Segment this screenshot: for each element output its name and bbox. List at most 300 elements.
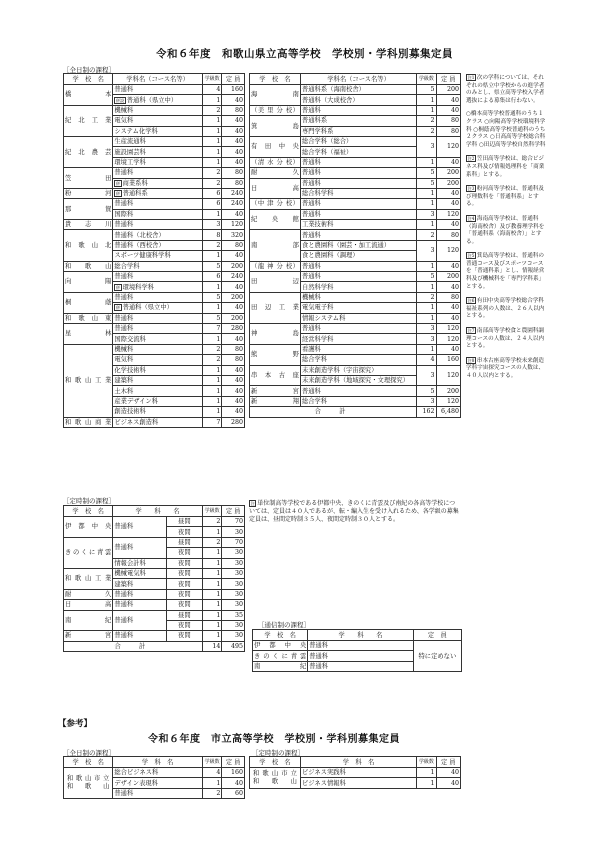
course-name bbox=[300, 95, 416, 105]
course-name bbox=[300, 251, 416, 261]
note-tag: 注4 bbox=[467, 215, 475, 221]
class-count: 1 bbox=[417, 157, 436, 167]
capacity: 30 bbox=[222, 548, 245, 558]
teiji-note bbox=[249, 500, 461, 524]
course-name bbox=[300, 303, 416, 313]
school-name: 和 歌 山 工 業 bbox=[64, 568, 113, 589]
table-row bbox=[250, 365, 461, 375]
header-classes: 学級数 bbox=[202, 757, 222, 768]
header-course: 学 科 名 bbox=[113, 506, 202, 517]
header-school: 学 校 名 bbox=[250, 74, 301, 85]
note-tag: 注6 bbox=[467, 298, 475, 304]
note-text: 粉河高等学校は、普通科及び理数科を「普通科系」とする。 bbox=[466, 186, 544, 208]
reference-label: 【参考】 bbox=[58, 719, 93, 729]
course-label: 総合学科 bbox=[301, 356, 328, 364]
course-name bbox=[113, 303, 202, 313]
table-row bbox=[64, 220, 245, 230]
note-text: 南部高等学校食と農園科調理コースの人数は、２４人以内とする。 bbox=[466, 328, 545, 350]
note-text: ○橋本高等学校普通科のうち１クラス ○向陽高等学校環境科学科 ○桐蔭高等学校普通科のうち２クラス ○日高高等学校総合科学科 ○田辺高等学校自然科学科 bbox=[466, 111, 546, 148]
note-tag: 注1 bbox=[467, 75, 475, 80]
note-tag: 併 bbox=[115, 305, 121, 311]
course-name bbox=[113, 396, 202, 406]
school-name: 和 歌 山 市 立 和 歌 山 bbox=[250, 768, 301, 789]
class-count: 2 bbox=[417, 126, 436, 136]
note-item bbox=[466, 185, 548, 209]
course-name bbox=[300, 375, 416, 385]
course-name bbox=[113, 334, 202, 344]
school-name: 和 歌 山 市 立 和 歌 山 bbox=[64, 768, 113, 799]
reference-title: 令和６年度 市立高等学校 学校別・学科別募集定員 bbox=[148, 734, 400, 745]
note-item bbox=[466, 74, 548, 105]
note-tag: 併 bbox=[115, 191, 121, 197]
course-label: ビジネス創造科 bbox=[114, 418, 159, 426]
course-name: ビジネス情報科 bbox=[300, 778, 416, 788]
table-row bbox=[64, 85, 245, 95]
capacity: 80 bbox=[222, 168, 245, 178]
class-count: 5 bbox=[417, 178, 436, 188]
course-label: 化学技術科 bbox=[114, 366, 146, 374]
class-count: 1 bbox=[202, 568, 222, 578]
course-label: 機械科 bbox=[114, 106, 134, 114]
table-header-row bbox=[250, 74, 461, 85]
note-item bbox=[466, 252, 548, 291]
note-item bbox=[466, 155, 548, 179]
course-label: 普通科 bbox=[114, 273, 134, 281]
course-label: 建築科 bbox=[114, 377, 134, 385]
class-count: 4 bbox=[202, 768, 222, 778]
course-name: 普通科 bbox=[113, 788, 202, 798]
header-course: 学 科 名 bbox=[113, 757, 202, 768]
table-row bbox=[250, 136, 461, 146]
table-row bbox=[250, 344, 461, 354]
capacity: 40 bbox=[222, 95, 245, 105]
course-label: 総合学科（総合） bbox=[301, 138, 353, 146]
course-name bbox=[300, 344, 416, 354]
time-slot: 夜間 bbox=[166, 579, 202, 589]
capacity: 70 bbox=[222, 537, 245, 547]
class-count: 1 bbox=[202, 282, 222, 292]
capacity: 40 bbox=[436, 778, 461, 788]
course-name: 普通科 bbox=[308, 661, 414, 671]
note-text: 箕島高等学校は、普通科の普通コース及びスポーツコースを「普通科系」とし、情報経営科及び機械科を「専門学科系」とする。 bbox=[466, 253, 545, 290]
capacity: 200 bbox=[436, 272, 461, 282]
course-label: 看護科 bbox=[301, 345, 321, 353]
class-count: 3 bbox=[417, 323, 436, 333]
school-name: 橋 本 bbox=[64, 85, 113, 106]
course-name bbox=[113, 209, 202, 219]
class-count: 1 bbox=[202, 126, 222, 136]
capacity: 120 bbox=[436, 396, 461, 406]
school-name: きのくに青雲 bbox=[64, 537, 113, 568]
school-name: 伊 都 中 央 bbox=[254, 642, 307, 650]
course-label: 普通科 bbox=[301, 200, 321, 208]
capacity: 40 bbox=[222, 407, 245, 417]
header-classes: 学級数 bbox=[417, 74, 436, 85]
course-label: 普通科系 bbox=[301, 117, 328, 125]
class-count: 1 bbox=[202, 589, 222, 599]
time-slot: 夜間 bbox=[166, 631, 202, 641]
table-row bbox=[250, 85, 461, 95]
course-label: 普通科 bbox=[114, 221, 134, 229]
class-count: 5 bbox=[202, 261, 222, 271]
course-label: 普通科 bbox=[301, 179, 321, 187]
capacity: 40 bbox=[222, 375, 245, 385]
course-label: 専門学科系 bbox=[301, 127, 334, 135]
capacity: 80 bbox=[222, 178, 245, 188]
class-count: 1 bbox=[202, 303, 222, 313]
section-label-city-zennichi: ［全日制の課程］ bbox=[63, 749, 115, 757]
course-label: 普通科 bbox=[114, 200, 134, 208]
time-slot: 夜間 bbox=[166, 600, 202, 610]
time-slot: 昼間 bbox=[166, 610, 202, 620]
course-name bbox=[300, 355, 416, 365]
course-name bbox=[300, 272, 416, 282]
table-row bbox=[64, 188, 245, 198]
course-name bbox=[300, 168, 416, 178]
course-label: 経営科学科 bbox=[301, 335, 334, 343]
table-header-row bbox=[253, 630, 462, 641]
course-label: 普通科系 bbox=[122, 190, 148, 198]
capacity: 120 bbox=[222, 220, 245, 230]
course-name: 普通科 bbox=[113, 631, 166, 641]
school-name: 笠 田 bbox=[64, 168, 113, 189]
class-count: 5 bbox=[417, 272, 436, 282]
capacity: 80 bbox=[436, 292, 461, 302]
course-label: 自然科学科 bbox=[301, 283, 334, 291]
course-name bbox=[300, 126, 416, 136]
course-label: 普通科 bbox=[114, 314, 134, 322]
class-count: 6 bbox=[202, 188, 222, 198]
table-row bbox=[64, 105, 245, 115]
class-count: 1 bbox=[202, 251, 222, 261]
course-label: 未来創造学科（地域探究・文理探究） bbox=[301, 377, 409, 385]
class-count: 1 bbox=[417, 105, 436, 115]
capacity: 280 bbox=[222, 323, 245, 333]
school-name: 星 林 bbox=[64, 323, 113, 344]
course-name bbox=[113, 136, 202, 146]
capacity: 30 bbox=[222, 620, 245, 630]
course-name bbox=[300, 116, 416, 126]
class-count: 1 bbox=[417, 282, 436, 292]
course-name: ビジネス実践科 bbox=[300, 768, 416, 778]
school-name: 田 辺 bbox=[250, 272, 301, 293]
capacity: 320 bbox=[222, 230, 245, 240]
school-name: 紀 北 農 芸 bbox=[64, 136, 113, 167]
capacity: 280 bbox=[222, 417, 245, 427]
table-row bbox=[64, 323, 245, 333]
course-name: 普通科 bbox=[113, 610, 166, 631]
time-slot: 夜間 bbox=[166, 558, 202, 568]
course-label: 産業デザイン科 bbox=[114, 397, 158, 405]
course-name: 普通科 bbox=[113, 600, 166, 610]
course-name bbox=[113, 240, 202, 250]
capacity: 200 bbox=[222, 292, 245, 302]
capacity: 40 bbox=[222, 251, 245, 261]
capacity: 40 bbox=[222, 209, 245, 219]
class-count: 8 bbox=[202, 230, 222, 240]
class-count: 1 bbox=[202, 610, 222, 620]
course-name bbox=[300, 136, 416, 146]
class-count: 2 bbox=[202, 355, 222, 365]
course-label: 創造技術科 bbox=[114, 408, 146, 416]
table-row bbox=[64, 517, 245, 527]
class-count: 1 bbox=[417, 313, 436, 323]
time-slot: 夜間 bbox=[166, 589, 202, 599]
table-row bbox=[64, 568, 245, 578]
capacity: 40 bbox=[222, 365, 245, 375]
class-count: 1 bbox=[202, 209, 222, 219]
time-slot: 昼間 bbox=[166, 537, 202, 547]
capacity: 200 bbox=[436, 168, 461, 178]
capacity: 40 bbox=[222, 334, 245, 344]
capacity: 160 bbox=[222, 85, 245, 95]
course-name bbox=[300, 396, 416, 406]
class-count: 1 bbox=[202, 579, 222, 589]
course-label: 普通科 bbox=[301, 231, 321, 239]
course-name bbox=[300, 365, 416, 375]
capacity: 35 bbox=[222, 610, 245, 620]
course-name bbox=[113, 178, 202, 188]
school-name: 熊 野 bbox=[250, 344, 301, 365]
class-count: 5 bbox=[202, 292, 222, 302]
school-name: 新 宮 bbox=[251, 387, 299, 395]
course-label: 電気科 bbox=[114, 356, 134, 364]
capacity: 40 bbox=[222, 126, 245, 136]
capacity: 40 bbox=[222, 147, 245, 157]
table-row bbox=[250, 261, 461, 271]
class-count: 2 bbox=[202, 105, 222, 115]
note-tag: 注8 bbox=[467, 357, 475, 363]
table-row bbox=[64, 168, 245, 178]
header-school: 学 校 名 bbox=[64, 757, 113, 768]
class-count: 3 bbox=[417, 240, 436, 261]
table-row bbox=[64, 272, 245, 282]
note-item bbox=[466, 357, 548, 381]
course-name bbox=[113, 313, 202, 323]
header-classes: 学級数 bbox=[202, 74, 222, 85]
capacity: 80 bbox=[222, 355, 245, 365]
table-row bbox=[64, 313, 245, 323]
capacity: 40 bbox=[222, 157, 245, 167]
class-count: 3 bbox=[417, 209, 436, 219]
course-name: 情報会計科 bbox=[113, 558, 166, 568]
time-slot: 夜間 bbox=[166, 548, 202, 558]
capacity: 120 bbox=[436, 240, 461, 261]
course-name bbox=[113, 355, 202, 365]
capacity: 80 bbox=[222, 344, 245, 354]
course-name bbox=[113, 168, 202, 178]
class-count: 1 bbox=[202, 147, 222, 157]
course-name bbox=[113, 157, 202, 167]
header-course: 学科名（コース名等） bbox=[113, 74, 202, 85]
course-label: 総合学科 bbox=[114, 262, 140, 270]
course-name bbox=[113, 95, 202, 105]
section-label-zennichi: ［全日制の課程］ bbox=[63, 66, 115, 74]
capacity: 40 bbox=[436, 220, 461, 230]
table-row bbox=[253, 641, 462, 651]
course-name bbox=[300, 178, 416, 188]
capacity: 160 bbox=[222, 768, 245, 778]
class-count: 2 bbox=[417, 116, 436, 126]
course-name: 普通科 bbox=[308, 641, 414, 651]
course-name bbox=[113, 344, 202, 354]
school-name: （清 水 分 校） bbox=[251, 158, 299, 166]
school-name: 南 紀 bbox=[254, 662, 307, 670]
course-label: 普通科 bbox=[301, 169, 321, 177]
class-count: 5 bbox=[417, 85, 436, 95]
capacity: 200 bbox=[222, 313, 245, 323]
course-name: 普通科 bbox=[113, 517, 166, 538]
course-label: 生産流通科 bbox=[114, 138, 146, 146]
course-label: 国際科 bbox=[114, 210, 134, 218]
course-name bbox=[113, 272, 202, 282]
header-school: 学 校 名 bbox=[250, 757, 301, 768]
capacity: 30 bbox=[222, 600, 245, 610]
school-name: （中 津 分 校） bbox=[251, 200, 299, 208]
course-label: 情報システム科 bbox=[301, 314, 346, 322]
course-label: 普通科 bbox=[301, 387, 321, 395]
table-row bbox=[250, 209, 461, 219]
header-capacity: 定 員 bbox=[436, 757, 461, 768]
capacity: 240 bbox=[222, 272, 245, 282]
tsushin-table bbox=[252, 629, 462, 672]
teiji-note-text: 単位制高等学校である伊都中央、きのくに青雲及び南紀の各高等学校については、定員は４０人であるが、転・編入生を受け入れるため、各学級の募集定員は、昼間定時制３５人、夜間定時制３０人とする。 bbox=[249, 500, 459, 523]
class-count: 5 bbox=[417, 168, 436, 178]
note-tag: 注5 bbox=[467, 253, 475, 259]
capacity: 40 bbox=[436, 344, 461, 354]
table-row bbox=[250, 292, 461, 302]
capacity: 40 bbox=[436, 303, 461, 313]
course-label: 食と農園科（園芸・加工流通） bbox=[301, 242, 391, 250]
school-name: 日 高 bbox=[65, 601, 112, 609]
school-name: 和 歌 山 北 bbox=[64, 230, 113, 261]
school-name: 南 紀 bbox=[64, 610, 113, 631]
class-count: 7 bbox=[202, 417, 222, 427]
note-text: 笠田高等学校は、総合ビジネス科及び情報処理科を「商業系科」とする。 bbox=[466, 156, 545, 178]
table-row bbox=[64, 199, 245, 209]
course-name bbox=[113, 375, 202, 385]
table-row bbox=[64, 136, 245, 146]
course-label: 環境科学科 bbox=[122, 283, 155, 291]
capacity: 40 bbox=[222, 386, 245, 396]
note-item bbox=[466, 327, 548, 351]
course-name bbox=[113, 407, 202, 417]
total-classes: 14 bbox=[202, 641, 222, 651]
course-label: 普通科 bbox=[301, 158, 321, 166]
course-label: 商業系科 bbox=[122, 179, 148, 187]
city-teiji-table bbox=[249, 756, 461, 789]
class-count: 2 bbox=[417, 230, 436, 240]
school-name: 串 本 古 座 bbox=[250, 365, 301, 386]
table-row bbox=[250, 157, 461, 167]
class-count: 1 bbox=[417, 344, 436, 354]
school-name: 南 部 bbox=[250, 230, 301, 261]
header-school: 学 校 名 bbox=[64, 506, 113, 517]
course-name: 総合ビジネス科 bbox=[113, 768, 202, 778]
school-name: 和 歌 山 商 業 bbox=[65, 418, 112, 426]
course-name bbox=[113, 386, 202, 396]
course-name bbox=[300, 147, 416, 157]
class-count: 1 bbox=[202, 386, 222, 396]
total-row bbox=[250, 407, 461, 417]
course-label: 普通科 bbox=[301, 106, 321, 114]
course-name bbox=[300, 209, 416, 219]
class-count: 2 bbox=[202, 168, 222, 178]
capacity: 120 bbox=[436, 365, 461, 386]
class-count: 7 bbox=[202, 323, 222, 333]
school-name: 海 南 bbox=[250, 85, 301, 106]
header-capacity: 定 員 bbox=[222, 757, 245, 768]
capacity: 40 bbox=[222, 396, 245, 406]
school-name: 有 田 中 央 bbox=[250, 136, 301, 157]
capacity: 120 bbox=[436, 334, 461, 344]
course-label: 総合科学科 bbox=[301, 190, 334, 198]
school-name: 和 歌 山 工 業 bbox=[64, 344, 113, 417]
course-label: 普通科（北校舎） bbox=[114, 231, 165, 239]
course-name bbox=[113, 365, 202, 375]
class-count: 1 bbox=[417, 199, 436, 209]
capacity: 30 bbox=[222, 631, 245, 641]
capacity: 80 bbox=[222, 105, 245, 115]
school-name: 紀 央 館 bbox=[250, 209, 301, 230]
class-count: 1 bbox=[202, 396, 222, 406]
note-text: 有田中央高等学校総合学科福祉系列の人数は、２６人以内とする。 bbox=[466, 298, 545, 320]
table-row bbox=[250, 199, 461, 209]
total-label: 合 計 bbox=[250, 407, 417, 417]
course-name bbox=[300, 240, 416, 250]
capacity: 200 bbox=[436, 386, 461, 396]
time-slot: 夜間 bbox=[166, 620, 202, 630]
class-count: 1 bbox=[202, 157, 222, 167]
capacity: 40 bbox=[222, 778, 245, 788]
school-name: （龍 神 分 校） bbox=[251, 262, 299, 270]
capacity: 120 bbox=[436, 209, 461, 219]
course-name bbox=[113, 282, 202, 292]
capacity: 160 bbox=[436, 355, 461, 365]
course-name: デザイン表現科 bbox=[113, 778, 202, 788]
capacity: 60 bbox=[222, 788, 245, 798]
course-name bbox=[300, 292, 416, 302]
note-tag: 注3 bbox=[467, 186, 475, 192]
capacity: 30 bbox=[222, 589, 245, 599]
class-count: 1 bbox=[202, 136, 222, 146]
header-classes: 学級数 bbox=[417, 757, 436, 768]
class-count: 1 bbox=[202, 631, 222, 641]
header-course: 学 科 名 bbox=[308, 630, 414, 641]
table-row bbox=[64, 589, 245, 599]
course-label: スポーツ健康科学科 bbox=[114, 252, 171, 260]
table-row bbox=[250, 168, 461, 178]
capacity-limit: 特に定めない bbox=[413, 641, 461, 672]
class-count: 3 bbox=[202, 220, 222, 230]
course-name: 建築科 bbox=[113, 579, 166, 589]
course-label: 普通科 bbox=[301, 262, 321, 270]
capacity: 80 bbox=[436, 116, 461, 126]
section-label-tsushin: ［通信制の課程］ bbox=[258, 621, 310, 629]
class-count: 2 bbox=[202, 344, 222, 354]
header-capacity: 定 員 bbox=[413, 630, 461, 641]
table-row bbox=[64, 768, 245, 778]
table-row bbox=[250, 105, 461, 115]
note-tag: 併設 bbox=[115, 97, 125, 103]
course-name: 機械電気科 bbox=[113, 568, 166, 578]
capacity: 40 bbox=[222, 136, 245, 146]
course-label: 電気電子科 bbox=[301, 304, 334, 312]
class-count: 3 bbox=[417, 136, 436, 157]
section-label-teiji: ［定時制の課程］ bbox=[63, 497, 115, 505]
zennichi-right-table bbox=[249, 73, 461, 418]
course-label: 普通科 bbox=[301, 325, 321, 333]
